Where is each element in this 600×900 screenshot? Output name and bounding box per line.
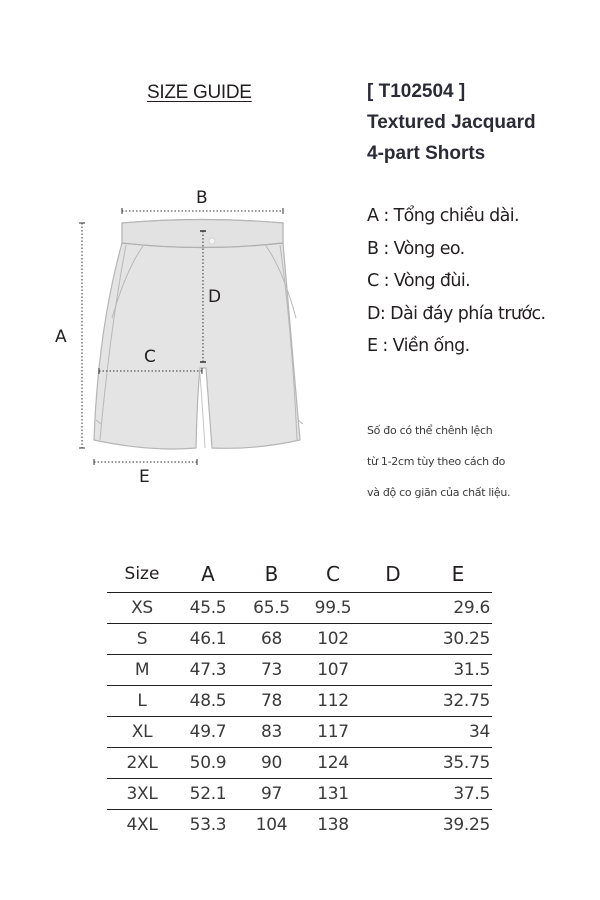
note-line-2: từ 1-2cm tùy theo cách đo xyxy=(367,455,506,468)
cell-e: 32.75 xyxy=(424,686,492,717)
cell-c: 99.5 xyxy=(304,593,362,624)
header-b: B xyxy=(239,555,304,593)
cell-size: 3XL xyxy=(107,779,177,810)
cell-e: 29.6 xyxy=(424,593,492,624)
header-d: D xyxy=(362,555,424,593)
diagram-label-e: E xyxy=(139,467,150,487)
table-row xyxy=(107,593,492,624)
cell-a: 49.7 xyxy=(177,717,239,748)
cell-d xyxy=(362,686,424,717)
legend-item-e: E : Viền ống. xyxy=(367,336,470,356)
header-a: A xyxy=(177,555,239,593)
cell-a: 52.1 xyxy=(177,779,239,810)
cell-d xyxy=(362,655,424,686)
note-line-3: và độ co giãn của chất liệu. xyxy=(367,486,511,499)
table-row xyxy=(107,717,492,748)
product-name-line2: 4-part Shorts xyxy=(367,143,486,164)
button xyxy=(209,238,215,244)
cell-b: 90 xyxy=(239,748,304,779)
table-row xyxy=(107,686,492,717)
cell-d xyxy=(362,779,424,810)
cell-size: 2XL xyxy=(107,748,177,779)
cell-c: 124 xyxy=(304,748,362,779)
legend-item-b: B : Vòng eo. xyxy=(367,238,465,259)
measure-line-b xyxy=(122,208,283,214)
cell-a: 50.9 xyxy=(177,748,239,779)
table-row xyxy=(107,779,492,810)
table-header-row xyxy=(107,555,492,593)
cell-e: 30.25 xyxy=(424,624,492,655)
table-row xyxy=(107,748,492,779)
cell-d xyxy=(362,748,424,779)
cell-c: 138 xyxy=(317,815,349,835)
product-info xyxy=(367,76,536,169)
waistband xyxy=(122,220,283,248)
header-e: E xyxy=(424,555,492,593)
shorts-body xyxy=(94,220,300,450)
size-guide-title: SIZE GUIDE xyxy=(147,82,252,103)
cell-c: 131 xyxy=(304,779,362,810)
table-row xyxy=(107,655,492,686)
cell-a: 47.3 xyxy=(177,655,239,686)
legend-item-a: A : Tổng chiều dài. xyxy=(367,206,520,226)
shorts-diagram xyxy=(0,0,360,500)
cell-size: XS xyxy=(107,593,177,624)
cell-size: M xyxy=(107,655,177,686)
cell-size: L xyxy=(107,686,177,717)
table-row xyxy=(107,810,492,841)
cell-e: 35.75 xyxy=(424,748,492,779)
measure-line-e xyxy=(94,459,197,465)
cell-c: 107 xyxy=(304,655,362,686)
cell-a: 45.5 xyxy=(177,593,239,624)
product-name-line1: Textured Jacquard xyxy=(367,112,536,133)
size-table xyxy=(107,555,492,840)
cell-c: 112 xyxy=(304,686,362,717)
cell-b: 83 xyxy=(239,717,304,748)
cell-c: 117 xyxy=(304,717,362,748)
cell-e: 34 xyxy=(424,717,492,748)
cell-b: 97 xyxy=(239,779,304,810)
cell-d xyxy=(362,593,424,624)
cell-size: S xyxy=(107,624,177,655)
diagram-label-d: D xyxy=(208,287,222,307)
cell-d xyxy=(362,624,424,655)
cell-e: 31.5 xyxy=(424,655,492,686)
cell-b: 104 xyxy=(255,815,288,835)
cell-b: 73 xyxy=(239,655,304,686)
table-row xyxy=(107,624,492,655)
cell-e: 39.25 xyxy=(442,815,490,835)
diagram-label-a: A xyxy=(55,327,67,347)
cell-b: 68 xyxy=(239,624,304,655)
header-size: Size xyxy=(107,555,177,593)
shorts-illustration xyxy=(0,0,360,500)
measurement-note xyxy=(367,415,510,508)
cell-b: 78 xyxy=(239,686,304,717)
cell-size: XL xyxy=(107,717,177,748)
cell-size: 4XL xyxy=(126,815,158,835)
legend-item-c: C : Vòng đùi. xyxy=(367,271,471,291)
measure-line-a xyxy=(79,223,85,448)
legend-item-d: D: Dài đáy phía trước. xyxy=(367,303,546,324)
product-code: [ T102504 ] xyxy=(367,81,466,102)
cell-c: 102 xyxy=(304,624,362,655)
measurement-legend xyxy=(367,200,546,363)
cell-b: 65.5 xyxy=(239,593,304,624)
cell-a: 48.5 xyxy=(177,686,239,717)
cell-a: 46.1 xyxy=(177,624,239,655)
cell-d xyxy=(362,810,424,841)
cell-a: 53.3 xyxy=(189,815,227,835)
note-line-1: Số đo có thể chênh lệch xyxy=(367,424,493,437)
cell-e: 37.5 xyxy=(424,779,492,810)
cell-d xyxy=(362,717,424,748)
diagram-label-b: B xyxy=(196,188,208,208)
diagram-label-c: C xyxy=(144,347,156,367)
header-c: C xyxy=(304,555,362,593)
